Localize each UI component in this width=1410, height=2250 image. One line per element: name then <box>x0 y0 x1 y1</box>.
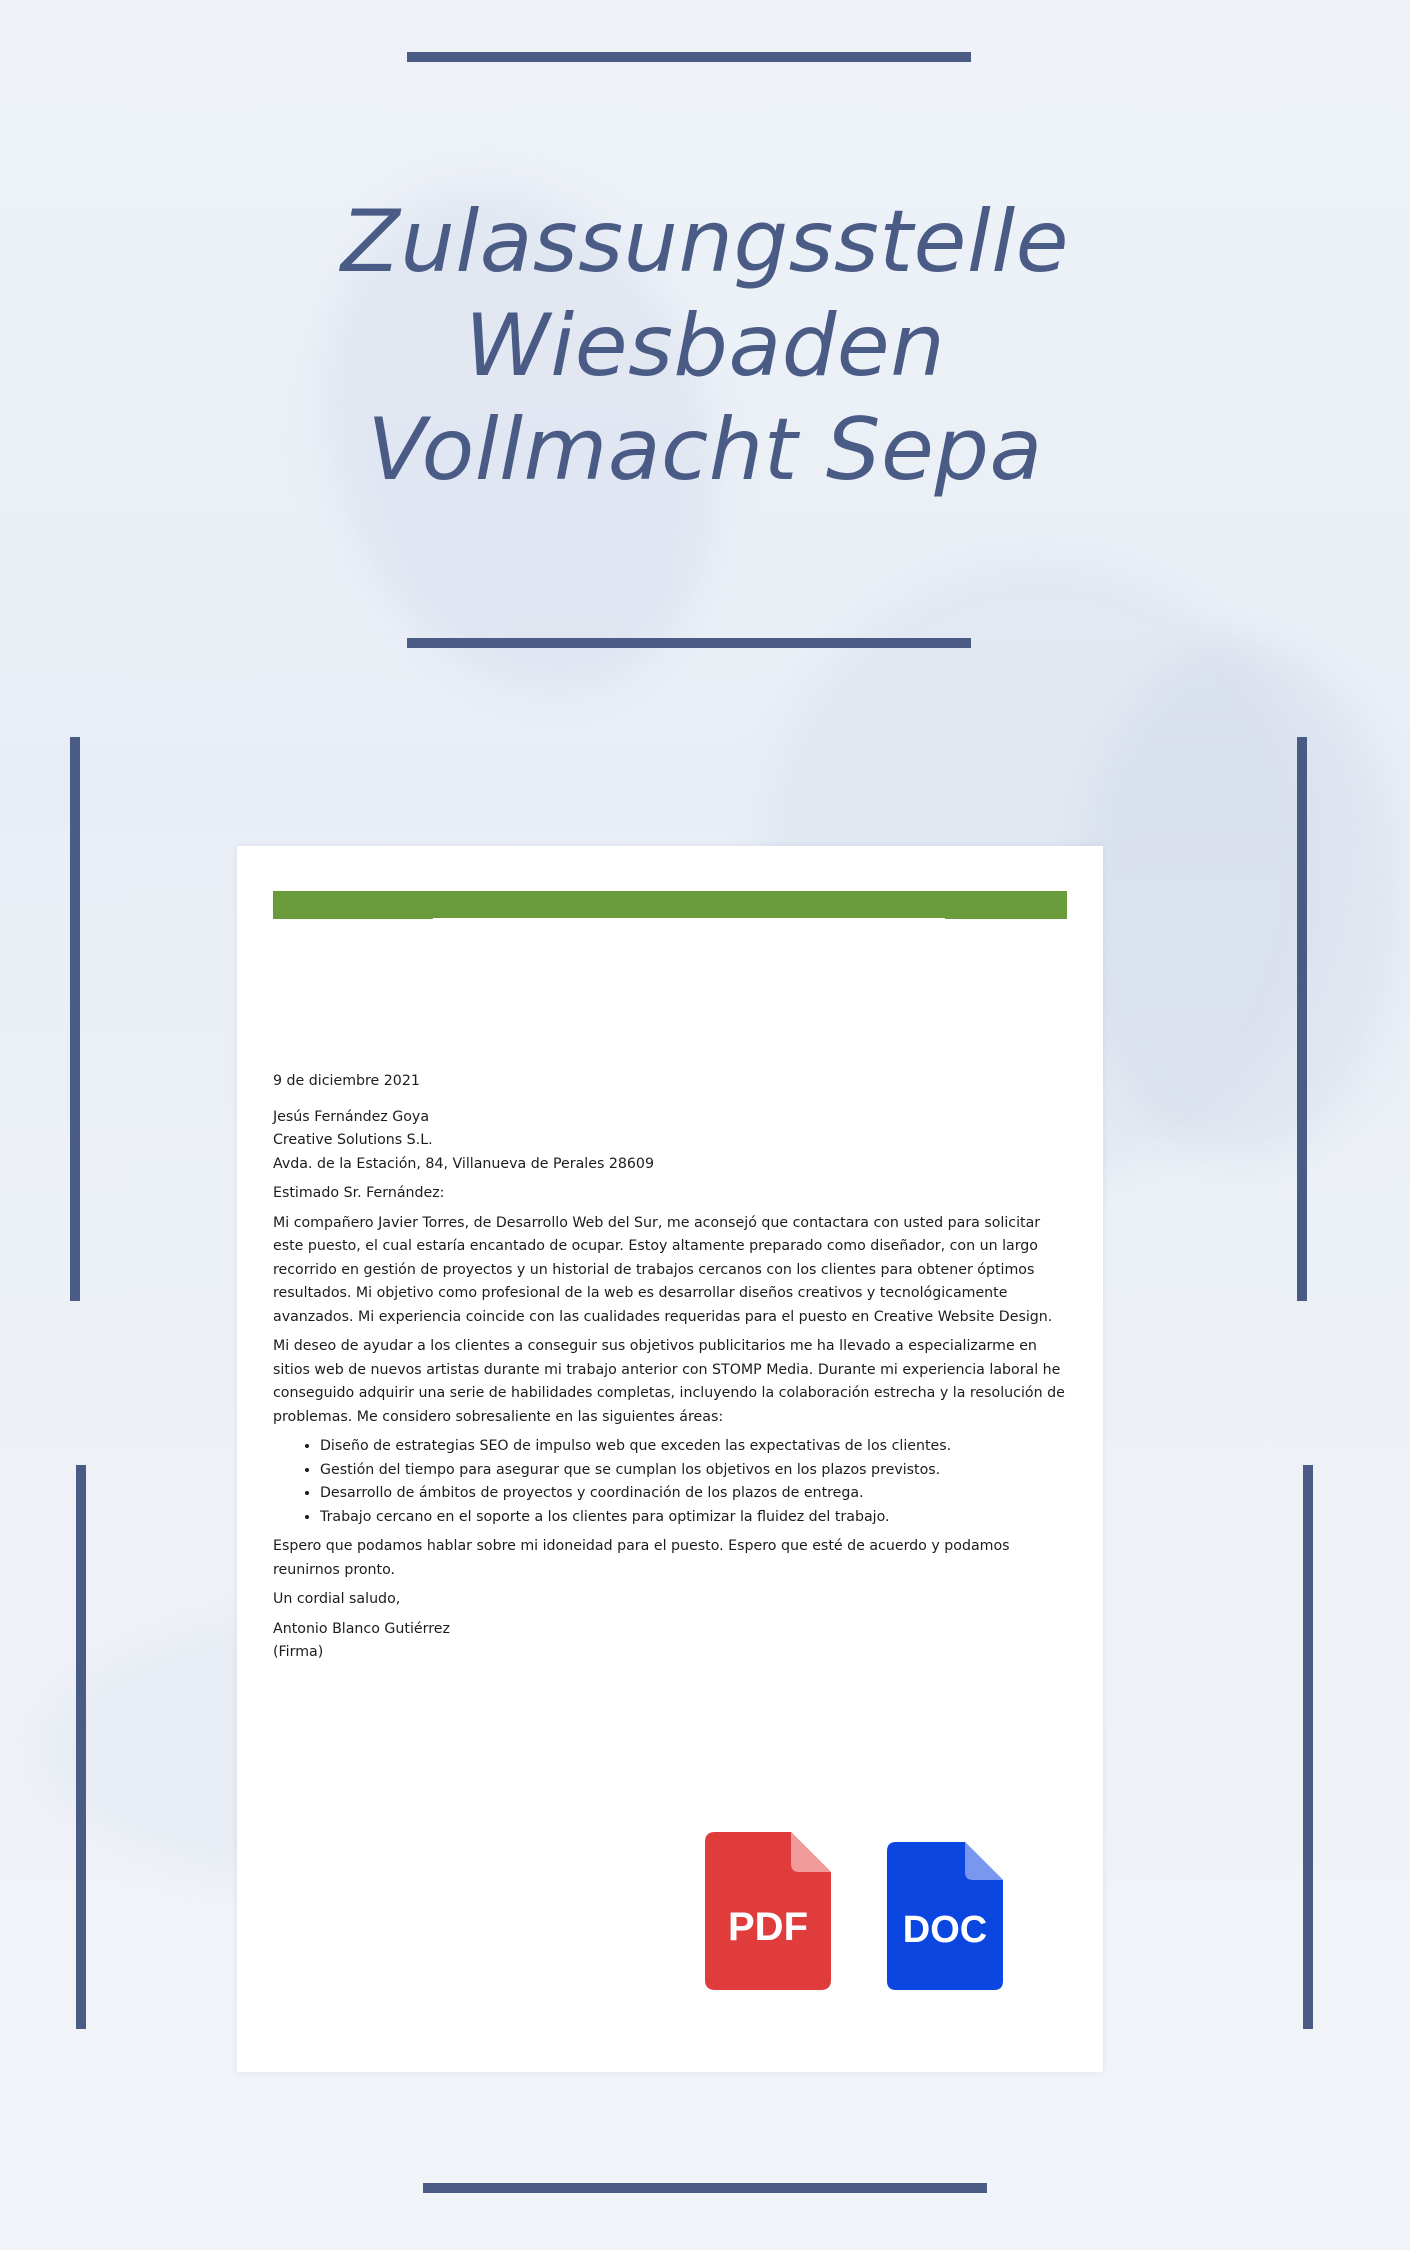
title-divider <box>407 638 971 648</box>
top-divider <box>407 52 971 62</box>
signature-note: (Firma) <box>273 1644 324 1660</box>
recipient-company: Creative Solutions S.L. <box>273 1132 433 1148</box>
pdf-label: PDF <box>728 1905 808 1949</box>
background-shape <box>1080 640 1400 1160</box>
list-item: • Desarrollo de ámbitos de proyectos y coordinación de los plazos de entrega. <box>320 1482 1073 1506</box>
document-preview[interactable] <box>237 846 1103 2072</box>
bottom-divider <box>423 2183 987 2193</box>
paragraph-intro: Mi compañero Javier Torres, de Desarrollo Web del Sur, me aconsejó que contactara con usted para solicitar este puesto, el cual estaría encantado de ocupar. Estoy altamente preparado como diseñador, con un largo recorrido en gestión de proyectos y un historial de trabajos cercanos con los clientes para obtener óptimos resultados. Mi objetivo como profesional de la web es desarrollar diseños creativos y tecnológicamente avanzados. Mi experiencia coincide con las cualidades requeridas para el puesto en Creative Website Design. <box>273 1214 1053 1325</box>
right-accent-line <box>1303 1465 1313 2029</box>
recipient-name: Jesús Fernández Goya <box>273 1108 430 1125</box>
list-item: • Gestión del tiempo para asegurar que se cumplan los objetivos en los plazos previstos. <box>320 1459 1073 1483</box>
paragraph-experience: Mi deseo de ayudar a los clientes a conseguir sus objetivos publicitarios me ha llevado a especializarme en sitios web de nuevos artistas durante mi trabajo anterior con STOMP Media. Durante mi experiencia laboral he conseguido adquirir una serie de habilidades completas, incluyendo la colaboración estrecha y la resolución de problemas. Me considero sobresaliente en las siguientes áreas: <box>273 1338 1065 1425</box>
doc-file-icon[interactable] <box>887 1842 1003 1990</box>
list-item: • Diseño de estrategias SEO de impulso web que exceden las expectativas de los clientes. <box>320 1435 1073 1459</box>
left-accent-line <box>70 737 80 1301</box>
recipient-address: Avda. de la Estación, 84, Villanueva de Perales 28609 <box>273 1155 654 1172</box>
letter-date: 9 de diciembre 2021 <box>273 1073 420 1089</box>
right-accent-line <box>1297 737 1307 1301</box>
paragraph-closing: Espero que podamos hablar sobre mi idoneidad para el puesto. Espero que esté de acuerdo y podamos reunirnos pronto. <box>273 1538 1010 1578</box>
left-accent-line <box>76 1465 86 2029</box>
signer-name: Antonio Blanco Gutiérrez <box>273 1620 450 1637</box>
cover-letter <box>273 1070 1073 1665</box>
list-item: • Trabajo cercano en el soporte a los clientes para optimizar la fluidez del trabajo. <box>320 1506 1073 1530</box>
salutation: Estimado Sr. Fernández: <box>273 1185 445 1201</box>
doc-label: DOC <box>902 1909 988 1951</box>
letterhead-bar-notch <box>433 918 945 922</box>
pdf-file-icon[interactable] <box>705 1832 831 1990</box>
page-title: Zulassungsstelle Wiesbaden Vollmacht Sepa <box>340 192 1070 500</box>
closing: Un cordial saludo, <box>273 1591 401 1607</box>
letterhead-bar <box>273 891 1067 919</box>
skills-list <box>273 1435 1073 1529</box>
